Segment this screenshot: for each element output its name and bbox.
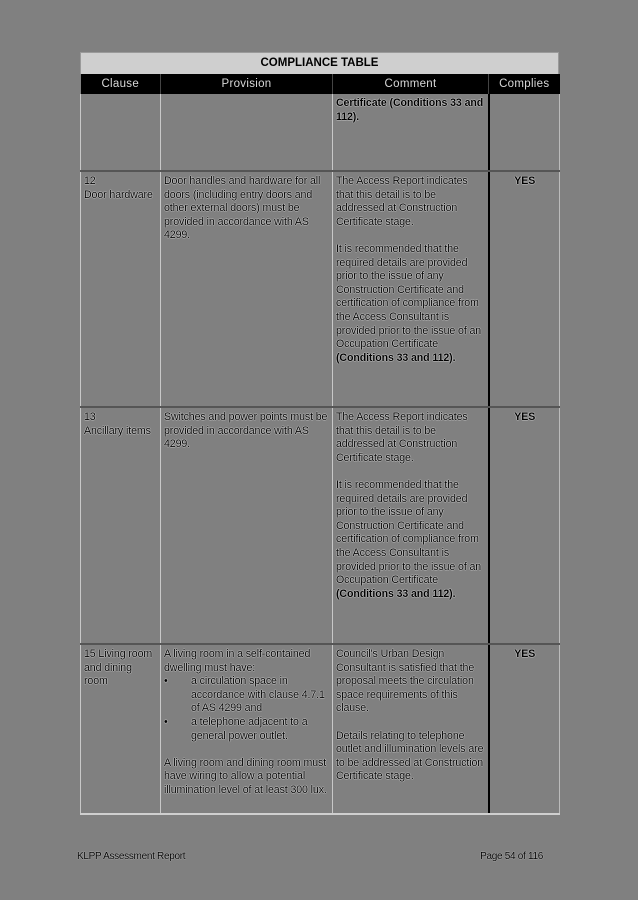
provision-text: Door handles and hardware for all doors (including entry doors and other external doors) must be provided in accordance with AS 4299.	[164, 175, 321, 242]
table-row	[81, 94, 560, 171]
header-provision: Provision	[161, 74, 333, 94]
clause-number: 13	[84, 411, 96, 423]
comment-text: Certificate (Conditions 33 and 112).	[336, 97, 484, 123]
header-complies: Complies	[489, 74, 560, 94]
provision-cell	[161, 407, 333, 644]
clause-cell	[81, 171, 161, 407]
compliance-table	[80, 52, 559, 815]
comment-paragraph	[336, 479, 486, 601]
table-row	[81, 171, 560, 407]
clause-name: 15 Living room and dining room	[84, 648, 153, 688]
provision-intro: A living room in a self-contained dwelling must have:	[164, 648, 311, 674]
comment-paragraph	[336, 243, 486, 365]
provision-text: Switches and power points must be provided in accordance with AS 4299.	[164, 411, 328, 451]
footer-report-title: KLPP Assessment Report	[77, 851, 186, 862]
clause-name: Door hardware	[84, 188, 153, 201]
comment-cell	[333, 171, 489, 407]
provision-cell	[161, 171, 333, 407]
table-title: COMPLIANCE TABLE	[80, 52, 559, 74]
comment-text: It is recommended that the required details are provided prior to the issue of any Construction Certificate and certification of compliance from the Access Consultant is provided prior to the issue of an Occupation Certificate	[336, 242, 482, 351]
provision-bullet: • a circulation space in accordance with clause 4.7.1 of AS 4299 and	[164, 675, 330, 716]
comment-text: It is recommended that the required details are provided prior to the issue of any Construction Certificate and certification of compliance from the Access Consultant is provided prior to the issue of an Occupation Certificate	[336, 478, 482, 587]
comment-paragraph: The Access Report indicates that this detail is to be addressed at Construction Certificate stage.	[336, 411, 468, 464]
table-header-row	[81, 74, 560, 94]
complies-cell	[489, 407, 560, 644]
conditions-reference: (Conditions 33 and 112).	[336, 351, 456, 364]
comment-cell	[333, 407, 489, 644]
conditions-reference: (Conditions 33 and 112).	[336, 587, 456, 600]
provision-bullet-list	[164, 675, 330, 743]
clause-number: 12	[84, 175, 96, 187]
complies-status: YES	[514, 175, 536, 187]
complies-cell	[489, 94, 560, 171]
comment-cell	[333, 94, 489, 171]
provision-cell	[161, 644, 333, 814]
table-row	[81, 407, 560, 644]
table-row	[81, 644, 560, 814]
comment-paragraph: Details relating to telephone outlet and illumination levels are to be addressed at Construction Certificate stage.	[336, 729, 484, 783]
complies-status: YES	[514, 411, 536, 423]
provision-text: A living room and dining room must have wiring to allow a potential illumination level of at least 300 lux.	[164, 756, 327, 796]
clause-name: Ancillary items	[84, 424, 151, 437]
comment-cell	[333, 644, 489, 814]
comment-paragraph: Council's Urban Design Consultant is satisfied that the proposal meets the circulation space requirements of this clause.	[336, 648, 475, 715]
clause-cell	[81, 407, 161, 644]
header-comment: Comment	[333, 74, 489, 94]
footer-page-number: Page 54 of 116	[480, 851, 543, 862]
header-clause: Clause	[81, 74, 161, 94]
complies-cell	[489, 644, 560, 814]
clause-cell	[81, 94, 161, 171]
clause-cell	[81, 644, 161, 814]
provision-cell	[161, 94, 333, 171]
complies-cell	[489, 171, 560, 407]
provision-bullet: • a telephone adjacent to a general power outlet.	[164, 716, 330, 743]
complies-status: YES	[514, 648, 536, 660]
comment-paragraph: The Access Report indicates that this detail is to be addressed at Construction Certificate stage.	[336, 175, 468, 228]
